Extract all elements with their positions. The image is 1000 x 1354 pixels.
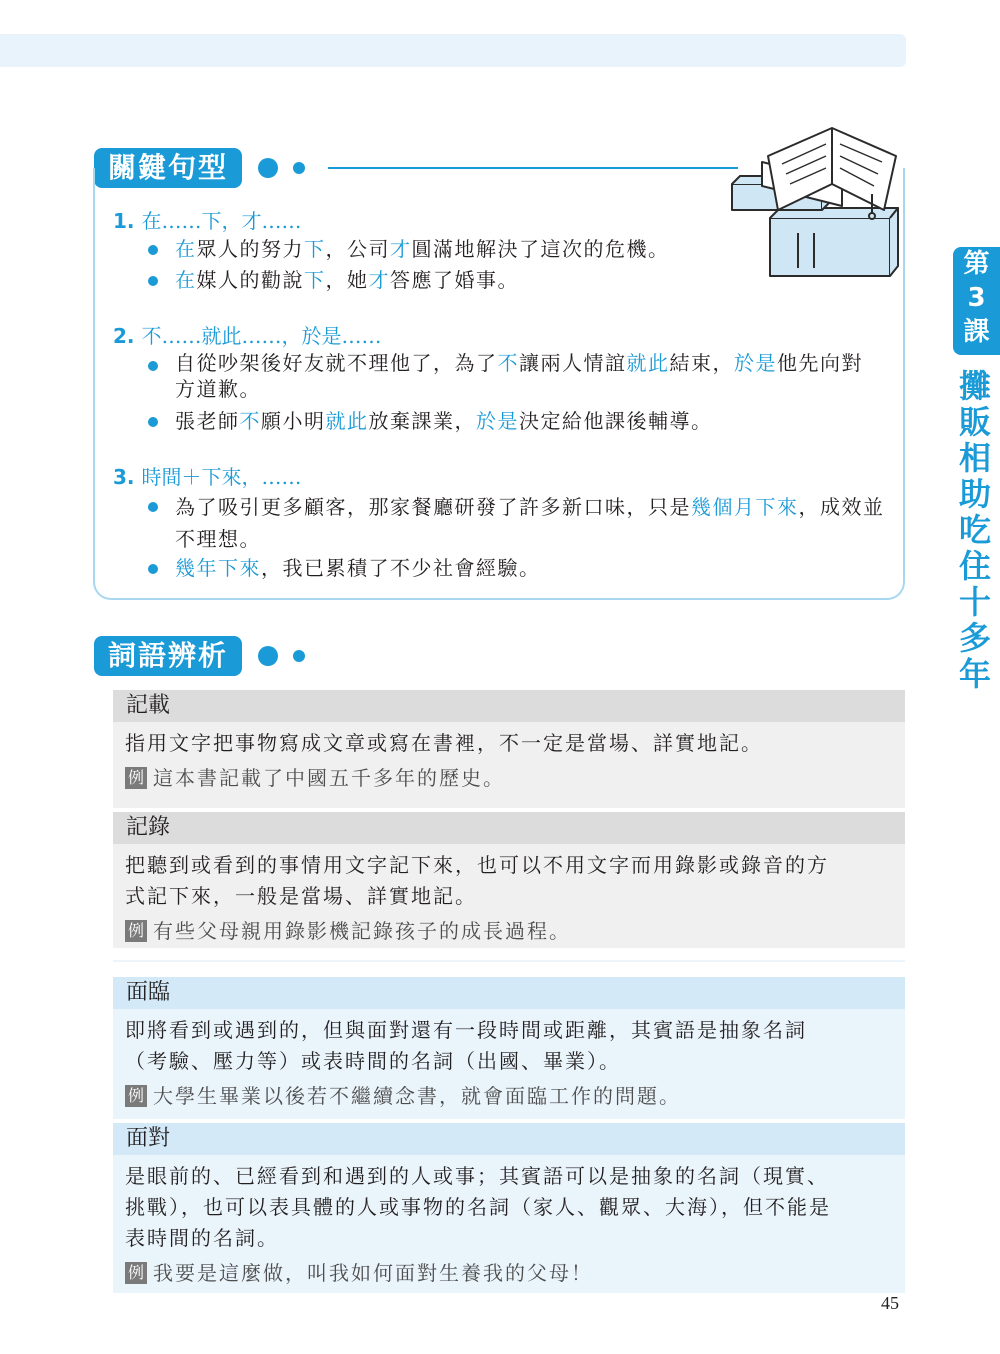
highlight-text: 下: [304, 268, 326, 292]
plain-text: 眾人的努力: [196, 237, 304, 261]
pattern-number: 1.: [113, 209, 135, 233]
example-sentence: [148, 553, 888, 583]
lesson-title-char: 相: [958, 439, 991, 477]
plain-text: 他先向對方道歉。: [175, 351, 863, 401]
highlight-text: 就此: [626, 351, 670, 375]
example-text: [175, 491, 893, 555]
highlight-text: 在: [175, 237, 197, 261]
example-tag: 例: [125, 767, 147, 789]
title-dot-large: [258, 646, 278, 666]
bullet-icon: [148, 564, 158, 574]
example-text: 這本書記載了中國五千多年的歷史。: [153, 766, 505, 790]
plain-text: ，成效並不理想。: [175, 495, 885, 551]
example-sentence: [148, 234, 888, 264]
page-number: 45: [881, 1293, 899, 1313]
lesson-title-char: 十: [958, 583, 991, 621]
plain-text: 圓滿地解決了這次的危機。: [411, 237, 670, 261]
word-entry-body: [113, 844, 905, 948]
pattern-text: 不……就此……，於是……: [141, 324, 382, 348]
highlight-text: 幾年下來: [175, 556, 261, 580]
example-sentence: [148, 406, 888, 436]
word-example: [125, 763, 905, 794]
highlight-text: 才: [368, 268, 390, 292]
plain-text: 讓兩人情誼: [519, 351, 627, 375]
plain-text: 願小明: [261, 409, 326, 433]
lesson-title-char: 年: [958, 655, 991, 693]
word-entry-body: [113, 722, 905, 808]
plain-text: ，公司: [325, 237, 390, 261]
bullet-icon: [148, 276, 158, 286]
lesson-title: [955, 368, 995, 692]
plain-text: 答應了婚事。: [390, 268, 519, 292]
example-tag: 例: [125, 1085, 147, 1107]
bullet-icon: [148, 502, 158, 512]
word-entry-body: [113, 1155, 905, 1293]
highlight-text: 下: [304, 237, 326, 261]
example-sentence: [148, 491, 893, 555]
pattern-text: 時間＋下來，……: [141, 465, 302, 489]
word-definition: 指用文字把事物寫成文章或寫在書裡，不一定是當場、詳實地記。: [125, 731, 763, 755]
highlight-text: 於是: [734, 351, 777, 375]
word-heading: 面對: [113, 1123, 905, 1155]
plain-text: 為了吸引更多顧客，那家餐廳研發了許多新口味，只是: [175, 495, 691, 519]
example-text: [175, 406, 888, 436]
highlight-text: 就此: [325, 409, 369, 433]
plain-text: 自從吵架後好友就不理他了，為了: [175, 351, 498, 375]
bullet-icon: [148, 245, 158, 255]
pattern-1: [113, 205, 301, 234]
highlight-text: 在: [175, 268, 197, 292]
example-sentence: [148, 265, 888, 295]
word-entry-body: [113, 1009, 905, 1119]
example-tag: 例: [125, 1262, 147, 1284]
word-definition: 即將看到或遇到的，但與面對還有一段時間或距離，其賓語是抽象名詞（考驗、壓力等）或表時間的名詞（出國、畢業）。: [125, 1018, 807, 1073]
pattern-2: [113, 320, 381, 349]
title-dot-small: [293, 650, 305, 662]
plain-text: 媒人的勸說: [196, 268, 304, 292]
example-text: [175, 234, 888, 264]
lesson-title-char: 攤: [958, 367, 991, 405]
pattern-number: 3.: [113, 465, 135, 489]
lesson-title-char: 助: [958, 475, 991, 513]
highlight-text: 才: [390, 237, 412, 261]
word-definition: 是眼前的、已經看到和遇到的人或事；其賓語可以是抽象的名詞（現實、挑戰），也可以表具體的人或事物的名詞（家人、觀眾、大海），但不能是表時間的名詞。: [125, 1164, 831, 1250]
plain-text: 張老師: [175, 409, 240, 433]
lesson-title-char: 販: [958, 403, 991, 441]
word-analysis-title: 詞語辨析: [94, 636, 242, 676]
word-heading: 記錄: [113, 812, 905, 844]
example-text: 有些父母親用錄影機記錄孩子的成長過程。: [153, 919, 571, 943]
pattern-number: 2.: [113, 324, 135, 348]
plain-text: ，她: [325, 268, 369, 292]
word-example: [125, 916, 905, 947]
plain-text: 決定給他課後輔導。: [519, 409, 713, 433]
plain-text: 結束，: [669, 351, 734, 375]
lesson-tab-char: 3: [967, 283, 986, 313]
example-tag: 例: [125, 920, 147, 942]
plain-text: ，我已累積了不少社會經驗。: [261, 556, 541, 580]
plain-text: 放棄課業，: [368, 409, 476, 433]
highlight-text: 於是: [476, 409, 519, 433]
example-sentence: [148, 350, 868, 402]
highlight-text: 不: [497, 351, 519, 375]
lesson-tab: [953, 247, 1000, 355]
word-example: [125, 1081, 905, 1112]
word-heading: 面臨: [113, 977, 905, 1009]
word-heading: 記載: [113, 690, 905, 722]
example-text: 我要是這麼做，叫我如何面對生養我的父母！: [153, 1261, 593, 1285]
lesson-title-char: 多: [958, 619, 991, 657]
word-example: [125, 1258, 905, 1289]
lesson-title-char: 住: [958, 547, 991, 585]
lesson-tab-char: 課: [963, 317, 990, 347]
bullet-icon: [148, 417, 158, 427]
example-text: 大學生畢業以後若不繼續念書，就會面臨工作的問題。: [153, 1084, 681, 1108]
example-text: [175, 350, 868, 402]
bullet-icon: [148, 361, 158, 371]
pattern-text: 在……下，才……: [141, 209, 302, 233]
highlight-text: 不: [239, 409, 261, 433]
divider: [113, 960, 905, 962]
lesson-title-char: 吃: [958, 511, 991, 549]
key-patterns-title: 關鍵句型: [94, 148, 242, 188]
word-definition: 把聽到或看到的事情用文字記下來，也可以不用文字而用錄影或錄音的方式記下來，一般是當場、詳實地記。: [125, 853, 829, 908]
lesson-tab-char: 第: [963, 249, 990, 279]
example-text: [175, 553, 888, 583]
highlight-text: 幾個月下來: [691, 495, 799, 519]
top-band: [0, 34, 906, 67]
pattern-3: [113, 461, 301, 490]
example-text: [175, 265, 888, 295]
